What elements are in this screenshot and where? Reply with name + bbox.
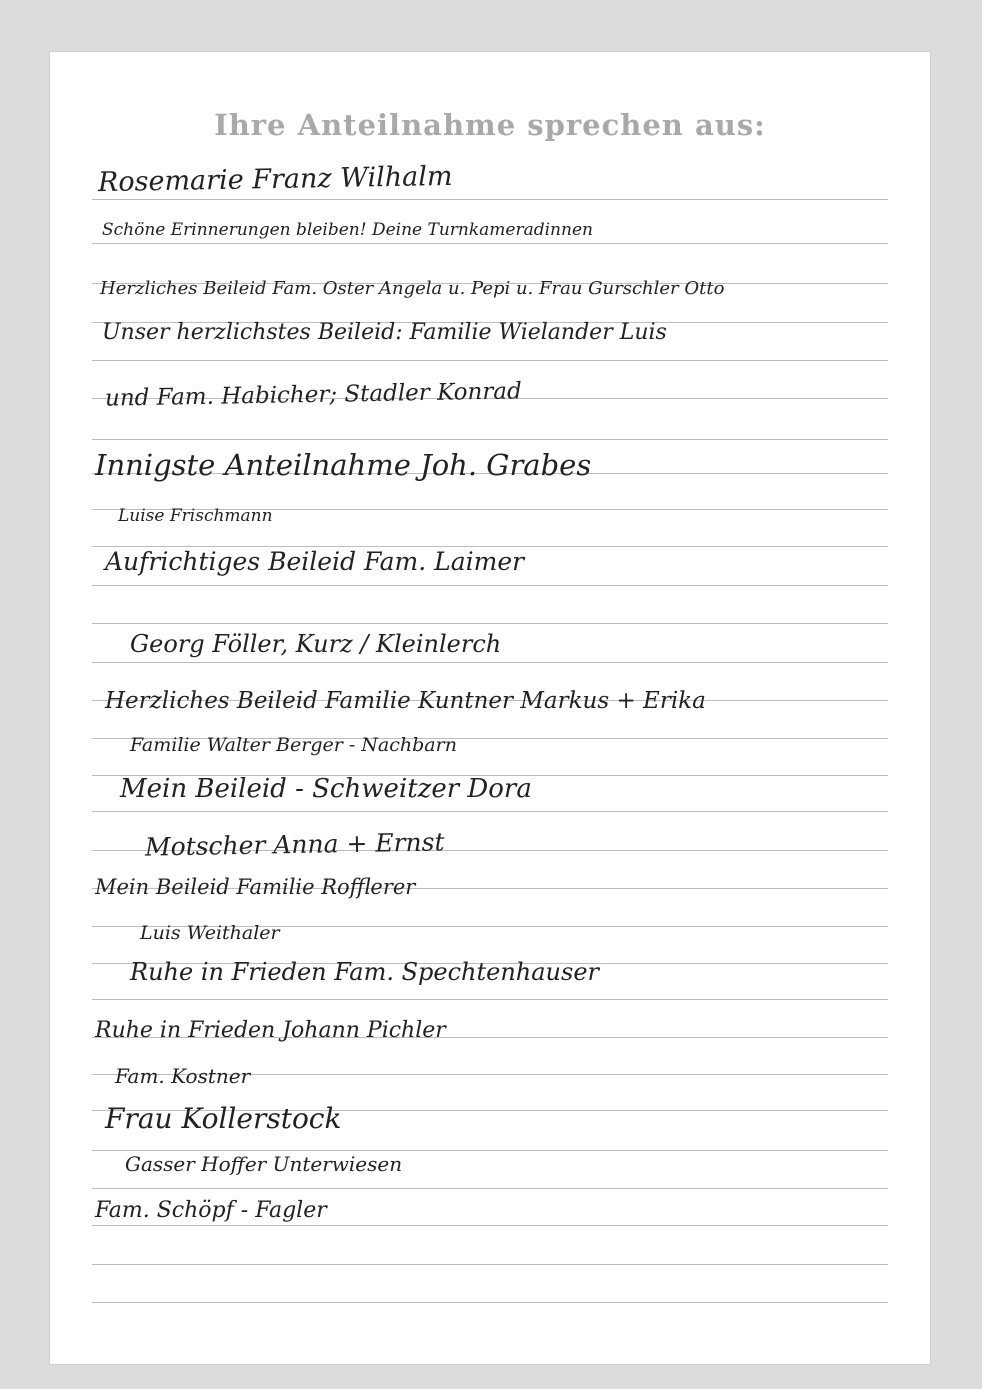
ruled-line — [92, 1150, 888, 1151]
ruled-line — [92, 1302, 888, 1303]
ruled-line — [92, 999, 888, 1000]
handwritten-entry: Fam. Schöpf - Fagler — [95, 1198, 327, 1223]
handwritten-entry: und Fam. Habicher; Stadler Konrad — [104, 378, 522, 412]
handwritten-entry: Frau Kollerstock — [105, 1102, 342, 1135]
page-title: Ihre Anteilnahme sprechen aus: — [214, 108, 766, 142]
ruled-line — [92, 439, 888, 440]
handwritten-entry: Schöne Erinnerungen bleiben! Deine Turnkameradinnen — [102, 220, 593, 240]
ruled-line — [92, 243, 888, 244]
handwritten-entry: Aufrichtiges Beileid Fam. Laimer — [105, 547, 525, 576]
handwritten-entry: Motscher Anna + Ernst — [144, 827, 445, 862]
condolence-page — [50, 52, 930, 1364]
ruled-line — [92, 1188, 888, 1189]
ruled-line — [92, 1264, 888, 1265]
handwritten-entry: Herzliches Beileid Familie Kuntner Markus + Erika — [105, 688, 706, 714]
handwritten-entry: Georg Föller, Kurz / Kleinlerch — [130, 630, 502, 658]
handwritten-entry: Ruhe in Frieden Johann Pichler — [95, 1018, 446, 1043]
handwritten-entry: Luis Weithaler — [140, 922, 280, 944]
ruled-line — [92, 623, 888, 624]
handwritten-entry: Fam. Kostner — [115, 1064, 251, 1088]
handwritten-entry: Ruhe in Frieden Fam. Spechtenhauser — [130, 958, 600, 986]
ruled-line — [92, 360, 888, 361]
handwritten-entry: Rosemarie Franz Wilhalm — [97, 160, 453, 199]
handwritten-entry: Unser herzlichstes Beileid: Familie Wielander Luis — [102, 320, 667, 345]
ruled-line — [92, 1225, 888, 1226]
ruled-line — [92, 662, 888, 663]
ruled-line — [92, 199, 888, 200]
ruled-line — [92, 811, 888, 812]
handwritten-entry: Gasser Hoffer Unterwiesen — [125, 1152, 403, 1176]
handwritten-entry: Herzliches Beileid Fam. Oster Angela u. Pepi u. Frau Gurschler Otto — [100, 278, 725, 299]
handwritten-entry: Mein Beileid - Schweitzer Dora — [120, 774, 532, 804]
handwritten-entry: Innigste Anteilnahme Joh. Grabes — [95, 448, 592, 482]
handwritten-entry: Mein Beileid Familie Rofflerer — [95, 875, 416, 899]
handwritten-entry: Luise Frischmann — [118, 506, 273, 526]
ruled-line — [92, 585, 888, 586]
handwritten-entry: Familie Walter Berger - Nachbarn — [130, 734, 457, 756]
